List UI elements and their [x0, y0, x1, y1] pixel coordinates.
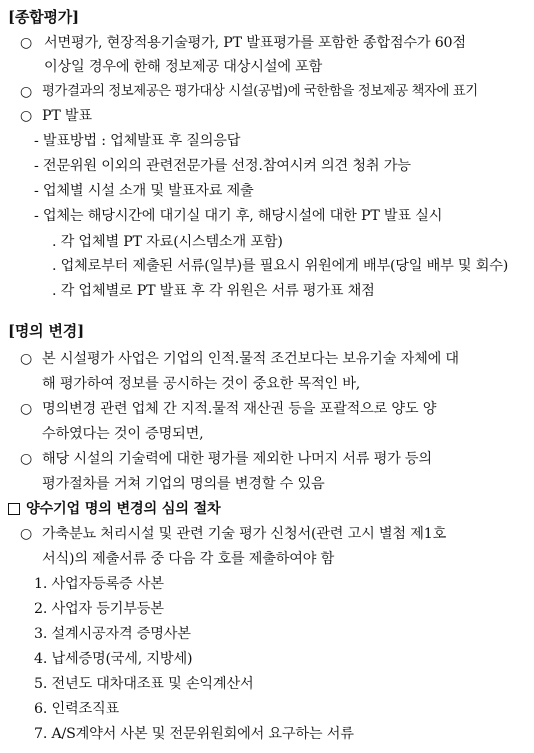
circle-bullet-icon: ○	[20, 401, 33, 417]
pt-note: . 각 업체별로 PT 발표 후 각 위원은 서류 평가표 채점	[52, 283, 375, 299]
pt-note: . 각 업체별 PT 자료(시스템소개 포함)	[52, 234, 283, 250]
document-list-item: 3. 설계시공자격 증명사본	[34, 626, 191, 642]
circle-bullet-icon: ○	[20, 108, 33, 124]
pt-subitem: - 업체는 해당시간에 대기실 대기 후, 해당시설에 대한 PT 발표 실시	[34, 208, 443, 224]
section-heading-overall-evaluation: [종합평가]	[8, 8, 79, 26]
text-line: 해당 시설의 기술력에 대한 평가를 제외한 나머지 서류 평가 등의	[42, 451, 432, 467]
document-list-item: 5. 전년도 대차대조표 및 손익계산서	[34, 676, 254, 692]
document-list-item: 6. 인력조직표	[34, 701, 119, 717]
text-line: 이상일 경우에 한해 정보제공 대상시설에 포함	[44, 59, 323, 75]
pt-subitem: - 전문위원 이외의 관련전문가를 선정.참여시켜 의견 청취 가능	[34, 158, 411, 174]
section-heading-name-change: [명의 변경]	[8, 322, 84, 340]
pt-subitem: - 발표방법 : 업체발표 후 질의응답	[34, 133, 241, 149]
circle-bullet-icon: ○	[20, 351, 33, 367]
circle-bullet-icon: ○	[20, 451, 33, 467]
document-list-item: 7. A/S계약서 사본 및 전문위원회에서 요구하는 서류	[34, 726, 354, 742]
text-line: 평가절차를 거쳐 기업의 명의를 변경할 수 있음	[42, 476, 325, 492]
text-line: 서식)의 제출서류 중 다음 각 호를 제출하여야 함	[42, 551, 335, 567]
document-list-item: 1. 사업자등록증 사본	[34, 576, 164, 592]
text-line: 서면평가, 현장적용기술평가, PT 발표평가를 포함한 종합점수가 60점	[44, 35, 466, 51]
checkbox-square-icon	[8, 503, 20, 515]
text-line: 수하였다는 것이 증명되면,	[42, 426, 204, 442]
circle-bullet-icon: ○	[20, 84, 33, 100]
pt-subitem: - 업체별 시설 소개 및 발표자료 제출	[34, 183, 254, 199]
text-line: 명의변경 관련 업체 간 지적.물적 재산권 등을 포괄적으로 양도 양	[42, 401, 437, 417]
document-list-item: 4. 납세증명(국세, 지방세)	[34, 651, 193, 667]
circle-bullet-icon: ○	[20, 35, 33, 51]
document-list-item: 2. 사업자 등기부등본	[34, 601, 164, 617]
text-line: 가축분뇨 처리시설 및 관련 기술 평가 신청서(관련 고시 별첨 제1호	[42, 526, 447, 542]
text-line: PT 발표	[42, 108, 92, 124]
text-line: 해 평가하여 정보를 공시하는 것이 중요한 목적인 바,	[42, 376, 361, 392]
circle-bullet-icon: ○	[20, 526, 33, 542]
text-line: 평가결과의 정보제공은 평가대상 시설(공법)에 국한함을 정보제공 책자에 표기	[42, 84, 478, 99]
text-line: 본 시설평가 사업은 기업의 인적.물적 조건보다는 보유기술 자체에 대	[42, 351, 459, 367]
pt-note: . 업체로부터 제출된 서류(일부)를 필요시 위원에게 배부(당일 배부 및 회수)	[52, 258, 509, 274]
section-heading-procedure: 양수기업 명의 변경의 심의 절차	[26, 501, 221, 517]
